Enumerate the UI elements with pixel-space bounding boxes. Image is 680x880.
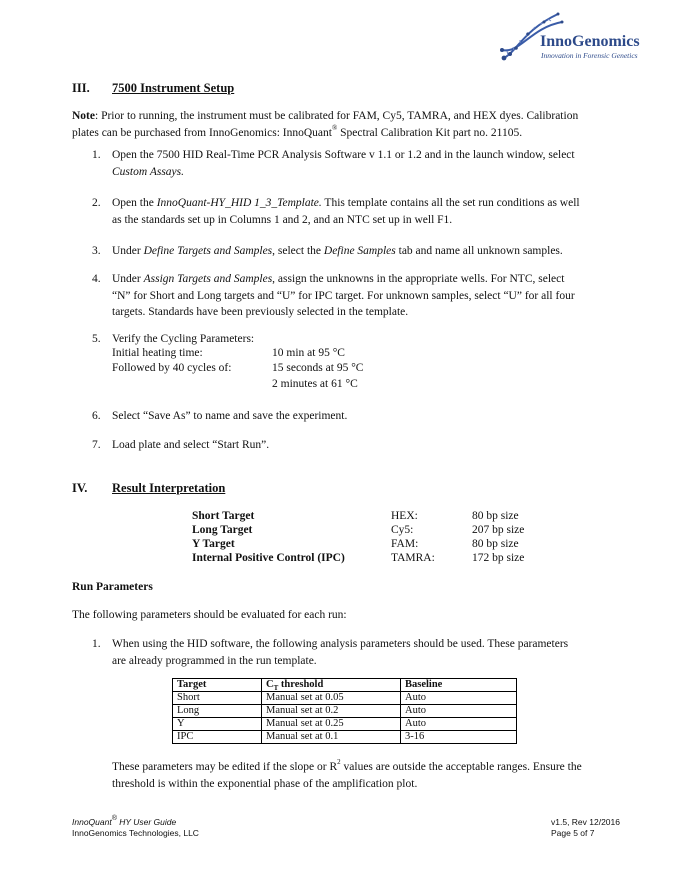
step-6-number: 6.	[92, 410, 101, 422]
note-text-2b: Spectral Calibration Kit part no. 21105.	[337, 127, 523, 139]
section-3-numeral: III.	[72, 81, 90, 95]
target-name-ipc	[192, 551, 345, 566]
section-4-numeral: IV.	[72, 481, 88, 495]
target-size-y: 80 bp size	[472, 538, 519, 550]
section-3-title: 7500 Instrument Setup	[112, 81, 235, 95]
table-row	[173, 718, 517, 731]
ipc-name: Internal Positive Control (	[192, 552, 322, 564]
cell-target: Y	[173, 718, 262, 731]
step-2-number: 2.	[92, 197, 101, 209]
step-3-number: 3.	[92, 245, 101, 257]
step-6-text: Select “Save As” to name and save the experiment.	[112, 410, 348, 422]
template-name: InnoQuant-HY_HID 1_3_Template.	[156, 197, 322, 209]
step-3-text	[112, 244, 563, 259]
header-baseline: Baseline	[401, 679, 517, 692]
header-target: Target	[173, 679, 262, 692]
target-dye-y: FAM:	[391, 538, 419, 550]
cell-target: Short	[173, 692, 262, 705]
logo	[498, 10, 643, 62]
step-4-line-2: “N” for Short and Long targets and “U” for IPC target. For unknown samples, select “U” for all four	[112, 289, 575, 302]
table-row	[173, 692, 517, 705]
footer-company: InnoGenomics Technologies, LLC	[72, 828, 199, 838]
footer-left	[72, 817, 199, 839]
target-size-long: 207 bp size	[472, 524, 525, 536]
step-2-a: Open the	[112, 197, 157, 209]
cycling-value-1: 10 min at 95 °C	[272, 347, 345, 359]
footer-page: Page 5 of 7	[551, 828, 595, 838]
footer-guide-b: HY User Guide	[116, 817, 177, 827]
item-1-text	[112, 637, 632, 669]
step-5-number: 5.	[92, 333, 101, 345]
step-7-number: 7.	[92, 439, 101, 451]
item-1-line-2: are already programmed in the run template.	[112, 654, 317, 667]
step-1-number: 1.	[92, 149, 101, 161]
step-4-b: , assign the unknowns in the appropriate wells. For NTC, select	[272, 273, 565, 285]
footer-guide	[72, 817, 199, 828]
target-name-short: Short Target	[192, 510, 255, 522]
step-2-line-2: as the standards set up in Columns 1 and 2, and an NTC set up in well F1.	[112, 214, 453, 226]
step-4-a: Under	[112, 273, 144, 285]
ct-t: T	[273, 684, 279, 693]
r-squared-sup: 2	[337, 758, 341, 767]
cell-baseline: Auto	[401, 692, 517, 705]
table-row	[173, 731, 517, 744]
after-table-a: These parameters may be edited if the slope or R	[112, 761, 338, 773]
target-size-ipc: 172 bp size	[472, 552, 525, 564]
section-4-title: Result Interpretation	[112, 481, 226, 495]
step-5-text: Verify the Cycling Parameters:	[112, 333, 255, 345]
note-text-2a: plates can be purchased from InnoGenomics: InnoQuant	[72, 127, 332, 139]
step-3-b: , select the	[272, 245, 324, 257]
logo-name: InnoGenomics	[540, 33, 640, 50]
header-ct-threshold	[262, 679, 401, 692]
step-3-a: Under	[112, 245, 144, 257]
table-row	[173, 705, 517, 718]
after-table-line-2: threshold is within the exponential phase of the amplification plot.	[112, 777, 418, 790]
cell-threshold: Manual set at 0.25	[262, 718, 401, 731]
cycling-label-1: Initial heating time:	[112, 347, 203, 359]
target-name-y: Y Target	[192, 538, 235, 550]
step-4-number: 4.	[92, 273, 101, 285]
cell-baseline: Auto	[401, 718, 517, 731]
footer-version: v1.5, Rev 12/2016	[551, 817, 620, 827]
target-size-short: 80 bp size	[472, 510, 519, 522]
table-header-row	[173, 679, 517, 692]
cell-threshold: Manual set at 0.05	[262, 692, 401, 705]
cycling-label-2: Followed by 40 cycles of:	[112, 362, 232, 374]
footer-guide-a: InnoQuant	[72, 817, 112, 827]
cell-threshold: Manual set at 0.2	[262, 705, 401, 718]
step-2-text	[112, 196, 632, 228]
registered-mark: ®	[331, 124, 338, 133]
run-parameters-intro: The following parameters should be evaluated for each run:	[72, 609, 347, 621]
footer-right	[551, 817, 620, 839]
target-dye-long: Cy5:	[391, 524, 414, 536]
after-table-b: values are outside the acceptable ranges. Ensure the	[340, 761, 582, 773]
step-4-line-3: targets. Standards have been previously selected in the template.	[112, 306, 409, 318]
cell-target: IPC	[173, 731, 262, 744]
step-3-c: tab and name all unknown samples.	[395, 245, 563, 257]
target-name-long: Long Target	[192, 524, 253, 536]
item-1-number: 1.	[92, 638, 101, 650]
cycling-value-3: 2 minutes at 61 °C	[272, 378, 358, 390]
cell-baseline: Auto	[401, 705, 517, 718]
cycling-value-2: 15 seconds at 95 °C	[272, 362, 364, 374]
cell-target: Long	[173, 705, 262, 718]
note-paragraph	[72, 109, 632, 141]
ipc-abbr: IPC	[321, 552, 341, 564]
target-dye-ipc: TAMRA:	[391, 552, 435, 564]
ipc-close: )	[340, 552, 345, 564]
cell-baseline: 3-16	[401, 731, 517, 744]
target-dye-short: HEX:	[391, 510, 418, 522]
item-1-line-1: When using the HID software, the following analysis parameters should be used. These parameters	[112, 638, 569, 650]
note-label: Note	[72, 110, 95, 122]
step-3-i2: Define Samples	[323, 245, 396, 257]
step-7-text: Load plate and select “Start Run”.	[112, 439, 270, 451]
analysis-parameters-table	[172, 678, 517, 744]
note-text-1: : Prior to running, the instrument must be calibrated for FAM, Cy5, TAMRA, and HEX dyes. Calibration	[95, 110, 579, 122]
after-table-paragraph	[112, 760, 632, 792]
ct-threshold-label: threshold	[278, 679, 324, 690]
step-3-i1: Define Targets and Samples	[143, 245, 273, 257]
step-2-b: This template contains all the set run conditions as well	[321, 197, 580, 209]
run-parameters-heading: Run Parameters	[72, 581, 153, 593]
ct-c: C	[266, 679, 274, 690]
footer-reg: ®	[111, 815, 117, 823]
step-1-text	[112, 148, 632, 180]
step-4-i1: Assign Targets and Samples	[143, 273, 273, 285]
logo-tagline: Innovation in Forensic Genetics	[541, 51, 638, 60]
cell-threshold: Manual set at 0.1	[262, 731, 401, 744]
step-4-text	[112, 272, 616, 320]
step-1-line-2: Custom Assays.	[112, 166, 184, 178]
step-1-line-1: Open the 7500 HID Real-Time PCR Analysis Software v 1.1 or 1.2 and in the launch window, select	[112, 149, 575, 161]
